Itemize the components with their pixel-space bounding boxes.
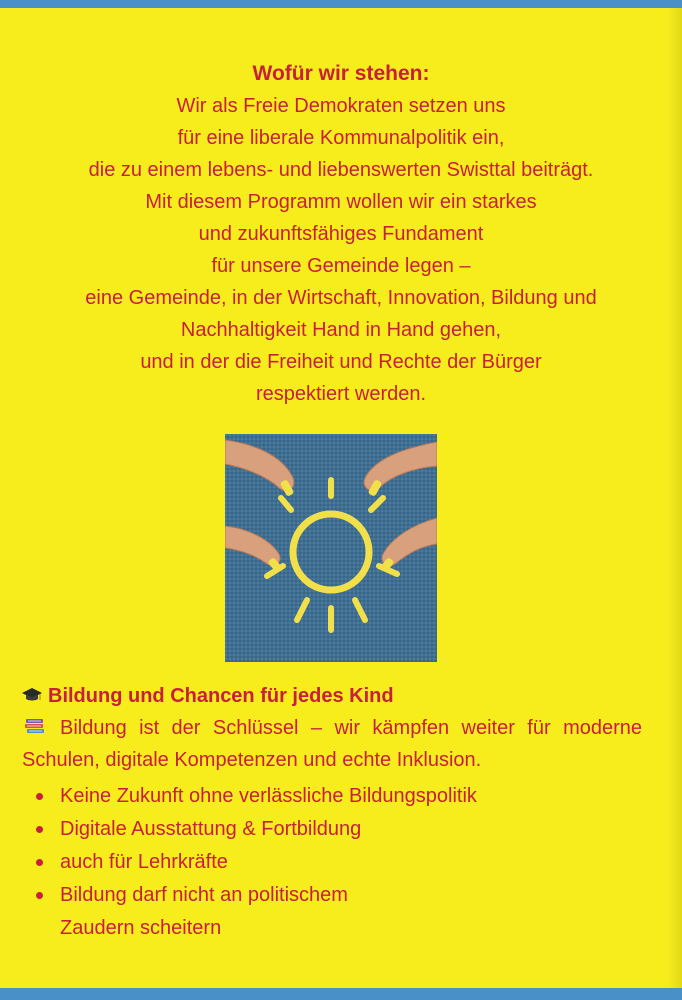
section-title — [22, 682, 642, 710]
graduation-cap-icon — [22, 686, 42, 704]
bullet-item — [22, 780, 642, 813]
section-paragraph-text: Bildung ist der Schlüssel – wir kämpfen weiter für moderne Schulen, digitale Kompetenzen und echte Inklusion. — [22, 717, 642, 771]
bullet-dot — [36, 892, 43, 899]
bullet-dot — [36, 826, 43, 833]
intro-heading: Wofür wir stehen: — [252, 62, 430, 85]
intro-line: für eine liberale Kommunalpolitik ein, — [177, 127, 505, 149]
bottom-stripe — [0, 988, 682, 1000]
intro-line: für unsere Gemeinde legen – — [211, 255, 471, 277]
bullet-list — [22, 780, 642, 945]
children-hands-drawing-sun-icon — [225, 434, 437, 662]
section-paragraph — [22, 712, 642, 776]
bullet-item — [22, 813, 642, 846]
intro-line: respektiert werden. — [255, 383, 427, 405]
intro-block — [0, 58, 682, 410]
intro-line: Mit diesem Programm wollen wir ein starkes — [145, 191, 537, 213]
intro-line: die zu einem lebens- und liebenswerten Swisttal beiträgt. — [88, 159, 594, 181]
books-icon — [24, 718, 46, 736]
intro-line: und zukunftsfähiges Fundament — [198, 223, 484, 245]
bullet-text: Bildung darf nicht an politischem Zaudern scheitern — [60, 884, 348, 939]
intro-line: Nachhaltigkeit Hand in Hand gehen, — [180, 319, 502, 341]
section-title-text: Bildung und Chancen für jedes Kind — [48, 685, 394, 707]
intro-line: Wir als Freie Demokraten setzen uns — [176, 95, 506, 117]
bullet-item — [22, 879, 420, 945]
bullet-dot — [36, 793, 43, 800]
bullet-item — [22, 846, 642, 879]
intro-line: eine Gemeinde, in der Wirtschaft, Innovation, Bildung und — [85, 287, 597, 309]
education-section — [22, 682, 642, 945]
intro-line: und in der die Freiheit und Rechte der Bürger — [140, 351, 542, 373]
bullet-text: Digitale Ausstattung & Fortbildung — [60, 818, 362, 840]
bullet-dot — [36, 859, 43, 866]
bullet-text: Keine Zukunft ohne verlässliche Bildungspolitik — [60, 785, 477, 807]
top-stripe — [0, 0, 682, 8]
bullet-text: auch für Lehrkräfte — [60, 851, 228, 873]
sun-drawing-photo — [225, 434, 437, 662]
